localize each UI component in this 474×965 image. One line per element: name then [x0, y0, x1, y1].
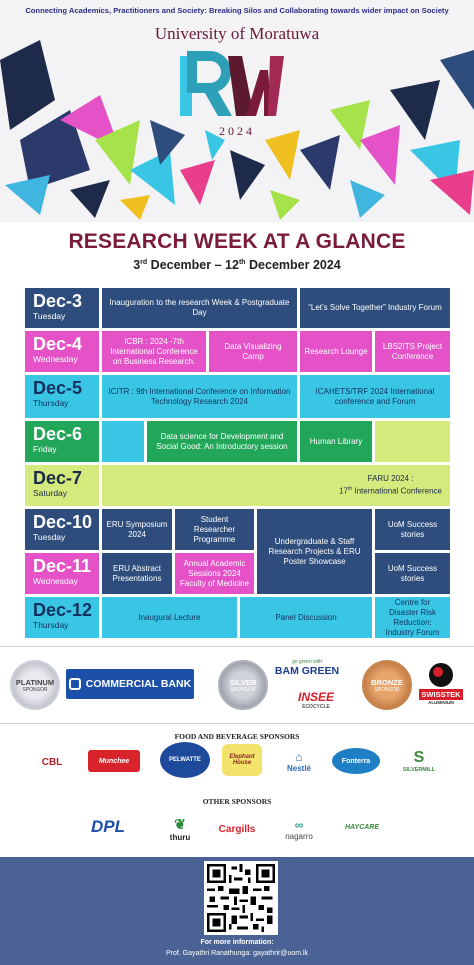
sponsor-logo-munchee — [88, 750, 140, 772]
event-solve-together: “Let’s Solve Together” Industry Forum — [300, 288, 450, 328]
bam-green-logo — [272, 653, 342, 683]
day-weekday: Friday — [33, 444, 57, 454]
day-date: Dec-6 — [33, 424, 83, 444]
swisstek-icon — [429, 663, 453, 687]
sponsor-name: HAYCARE — [344, 823, 380, 831]
sponsor-logo-elephant-house — [222, 744, 262, 776]
sponsor-logo-pelwatte — [160, 742, 210, 778]
day-weekday: Wednesday — [33, 354, 78, 364]
event-inauguration: Inauguration to the research Week & Postgraduate Day — [102, 288, 297, 328]
sponsor-logo-cbl — [30, 746, 74, 778]
more-info-label: For more information: — [200, 939, 274, 946]
event-icitr: ICITR : 9th International Conference on Information Technology Research 2024 — [102, 375, 297, 418]
sponsor-name: Fonterra — [341, 757, 371, 765]
insee-name: INSEE — [297, 690, 334, 704]
sponsor-name: Cargills — [218, 823, 256, 835]
event-uom-success-2: UoM Success stories — [375, 553, 450, 594]
event-lbs2its: LBS2ITS Project Conference — [375, 331, 450, 372]
university-name: University of Moratuwa — [154, 24, 320, 43]
start-day: 3 — [133, 258, 141, 272]
commercial-bank-logo — [66, 669, 194, 699]
bam-tagline: go green with — [291, 659, 323, 665]
faru-number: 17 — [339, 486, 348, 496]
day-dec-3 — [25, 288, 99, 328]
event-faru — [102, 465, 450, 506]
qr-code[interactable] — [204, 861, 278, 935]
day-date: Dec-4 — [33, 334, 83, 354]
sponsor-logo-dpl — [72, 810, 144, 844]
contact-info[interactable]: Prof. Gayathri Ranathunga: gayathrir@uom.lk — [165, 950, 309, 957]
event-eru-abstract: ERU Abstract Presentations — [102, 553, 172, 594]
day-weekday: Saturday — [33, 488, 68, 498]
badge-title: SILVER — [229, 677, 257, 687]
commercial-bank-name: COMMERCIAL BANK — [85, 678, 192, 690]
tagline: Connecting Academics, Practitioners and Society: Breaking Silos and Collaborating towards wider impact on Society — [25, 6, 449, 15]
badge-sub: SPONSOR — [22, 686, 48, 693]
day-date: Dec-11 — [33, 556, 92, 576]
insee-logo — [288, 687, 344, 713]
sponsor-logo-fonterra — [332, 748, 380, 774]
sponsor-name: thuru — [169, 833, 191, 842]
end-day: 12 — [225, 258, 239, 272]
faru-title: FARU 2024 : — [367, 474, 414, 484]
event-disaster-forum: Centre for Disaster Risk Reduction: Industry Forum — [375, 597, 450, 638]
event-student-researcher: Student Researcher Programme — [175, 509, 254, 550]
sponsor-name: CBL — [41, 756, 63, 768]
header-banner — [0, 0, 474, 222]
nest-icon: ⌂ — [295, 749, 303, 764]
sponsor-name: PELWATTE — [169, 757, 201, 763]
end-month: December 2024 — [245, 258, 341, 272]
day-dec-10 — [25, 509, 99, 550]
faru-conference: International Conference — [352, 486, 442, 496]
end-suffix: th — [238, 258, 246, 266]
badge-sub: SPONSOR — [230, 686, 256, 693]
bronze-sponsor-badge — [362, 660, 412, 710]
faru-subtitle — [339, 484, 442, 497]
day-dec-12 — [25, 597, 99, 638]
day-weekday: Thursday — [33, 398, 69, 408]
event-research-lounge: Research Lounge — [300, 331, 372, 372]
event-uom-success-1: UoM Success stories — [375, 509, 450, 550]
leaf-icon: ❦ — [174, 816, 186, 832]
day-date: Dec-5 — [33, 378, 83, 398]
silvermill-icon: S — [413, 749, 425, 766]
faru-suffix: th — [347, 486, 353, 493]
day-weekday: Wednesday — [33, 576, 78, 586]
event-icbr: ICBR : 2024 -7th International Conference on Business Research. — [102, 331, 206, 372]
event-eru-symposium: ERU Symposium 2024 — [102, 509, 172, 550]
commercial-bank-icon — [69, 678, 81, 690]
platinum-sponsor-badge — [10, 660, 60, 710]
insee-sub: ECOCYCLE — [302, 704, 330, 710]
sponsor-logo-cargills — [212, 812, 262, 846]
food-sponsors-title: FOOD AND BEVERAGE SPONSORS — [174, 732, 300, 741]
main-sponsors-band — [0, 646, 474, 724]
event-icahets: ICAHETS/TRF 2024 International conference and Forum — [300, 375, 450, 418]
start-month: December – — [147, 258, 226, 272]
event-ug-staff-research: Undergraduate & Staff Research Projects & ERU Poster Showcase — [257, 509, 372, 594]
day-date: Dec-3 — [33, 291, 83, 311]
day-date: Dec-10 — [33, 512, 93, 532]
qr-code-pattern — [207, 864, 275, 932]
event-panel-discussion: Panel Discussion — [240, 597, 372, 638]
sponsor-logo-haycare — [334, 814, 390, 840]
sponsor-logo-silvermill — [392, 744, 446, 778]
page-title: RESEARCH WEEK AT A GLANCE — [68, 230, 406, 253]
day-weekday: Tuesday — [33, 311, 66, 321]
sponsor-name: nagarro — [285, 831, 313, 841]
sponsor-name: Nestlé — [286, 763, 311, 773]
event-human-library: Human Library — [300, 421, 372, 462]
nagarro-icon: ∞ — [294, 817, 304, 832]
bam-name: BAM GREEN — [274, 665, 340, 677]
sponsor-name: SILVERMILL — [402, 767, 436, 773]
sponsor-name: DPL — [91, 817, 125, 836]
day-dec-7 — [25, 465, 99, 506]
event-annual-sessions: Annual Academic Sessions 2024 Faculty of Medicine — [175, 553, 254, 594]
badge-sub: SPONSOR — [374, 686, 400, 693]
badge-title: PLATINUM — [15, 677, 55, 687]
start-suffix: rd — [140, 258, 148, 266]
event-data-science: Data science for Development and Social Good: An Introductory session — [147, 421, 297, 462]
research-week-logo — [172, 50, 304, 122]
day-dec-5 — [25, 375, 99, 418]
day-date: Dec-12 — [33, 600, 93, 620]
day-weekday: Tuesday — [33, 532, 66, 542]
badge-title: BRONZE — [371, 677, 403, 687]
sponsor-name: Elephant House — [229, 754, 255, 766]
sponsor-logo-nestle — [276, 746, 322, 776]
silver-sponsor-badge — [218, 660, 268, 710]
date-range — [0, 258, 474, 272]
day-dec-4 — [25, 331, 99, 372]
day-dec-11 — [25, 553, 99, 594]
day-date: Dec-7 — [33, 468, 83, 488]
other-sponsors-title: OTHER SPONSORS — [202, 797, 272, 806]
event-data-viz: Data Visualizing Camp — [209, 331, 297, 372]
swisstek-sub: ALUMINIUM — [428, 700, 454, 705]
sponsor-logo-nagarro — [274, 812, 324, 846]
swisstek-logo — [416, 653, 466, 715]
swisstek-name: SWISSTEK — [421, 690, 461, 699]
day-dec-6 — [25, 421, 99, 462]
day-weekday: Thursday — [33, 620, 69, 630]
event-faru-start — [375, 421, 450, 462]
sponsor-name: Munchee — [98, 757, 130, 765]
event-icitr-continued — [102, 421, 144, 462]
sponsor-logo-thuru — [160, 812, 200, 846]
logo-year: 2024 — [219, 124, 255, 138]
event-inaugural-lecture: Inaugural Lecture — [102, 597, 237, 638]
